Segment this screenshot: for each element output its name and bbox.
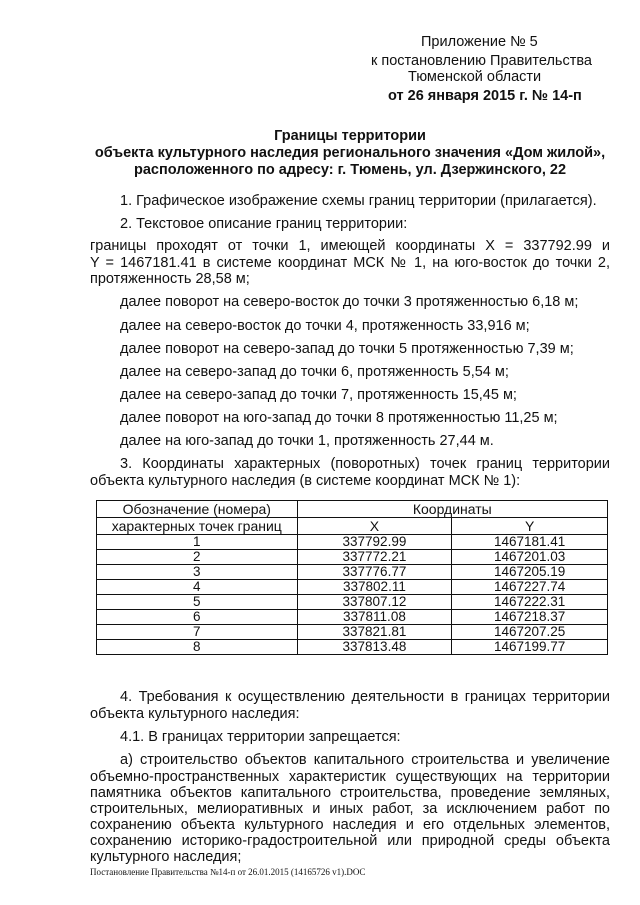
table-row (97, 535, 608, 550)
section-1: 1. Графическое изображение схемы границ территории (прилагается). (120, 193, 597, 209)
annex-number: Приложение № 5 (421, 34, 538, 50)
boundary-step: далее на северо-запад до точки 6, протяженность 5,54 м; (120, 364, 509, 380)
point-x: 337821.81 (297, 625, 452, 640)
table-row (97, 565, 608, 580)
title-line-2: объекта культурного наследия регионального значения «Дом жилой», (94, 145, 606, 161)
item-a-line: сохранению объекта культурного наследия и его отдельных элементов, (90, 817, 610, 833)
annex-date: от 26 января 2015 г. № 14-п (388, 88, 582, 104)
boundary-step: далее поворот на северо-восток до точки 3 протяженностью 6,18 м; (120, 294, 579, 310)
point-number: 4 (97, 580, 298, 595)
section-3-line-1: 3. Координаты характерных (поворотных) точек границ территории (120, 456, 610, 472)
header-x: X (297, 518, 452, 535)
point-number: 1 (97, 535, 298, 550)
section-4-line-1: 4. Требования к осуществлению деятельности в границах территории (120, 689, 610, 705)
title-line-1: Границы территории (274, 128, 426, 144)
point-number: 2 (97, 550, 298, 565)
header-y: Y (452, 518, 608, 535)
item-a-line: памятника объектов капитального строительства, проведение земляных, (90, 785, 610, 801)
title-line-3: расположенного по адресу: г. Тюмень, ул. Дзержинского, 22 (133, 162, 567, 178)
item-a-line: а) строительство объектов капитального строительства и увеличение (120, 752, 610, 768)
item-a-line: культурного наследия; (90, 849, 242, 865)
item-a-line: сохранению историко-градостроительной или природной среды объекта (90, 833, 610, 849)
point-y: 1467181.41 (452, 535, 608, 550)
section-4-line-2: объекта культурного наследия: (90, 706, 300, 722)
point-y: 1467222.31 (452, 595, 608, 610)
point-y: 1467205.19 (452, 565, 608, 580)
table-row (97, 550, 608, 565)
document-footer: Постановление Правительства №14-п от 26.01.2015 (14165726 v1).DOC (90, 867, 366, 877)
point-y: 1467227.74 (452, 580, 608, 595)
boundary-step: далее на северо-запад до точки 7, протяженность 15,45 м; (120, 387, 517, 403)
header-designation: Обозначение (номера) (97, 501, 298, 518)
point-x: 337776.77 (297, 565, 452, 580)
point-y: 1467218.37 (452, 610, 608, 625)
header-coordinates: Координаты (297, 501, 607, 518)
point-number: 7 (97, 625, 298, 640)
point-x: 337811.08 (297, 610, 452, 625)
item-a-line: объемно-пространственных характеристик существующих на территории (90, 769, 610, 785)
boundary-line-3: протяженность 28,58 м; (90, 271, 250, 287)
point-number: 5 (97, 595, 298, 610)
table-row (97, 640, 608, 655)
table-row (97, 610, 608, 625)
section-3-line-2: объекта культурного наследия (в системе координат МСК № 1): (90, 473, 521, 489)
boundary-step: далее на юго-запад до точки 1, протяженность 27,44 м. (120, 433, 494, 449)
boundary-step: далее поворот на северо-запад до точки 5 протяженностью 7,39 м; (120, 341, 574, 357)
boundary-step: далее на северо-восток до точки 4, протяженность 33,916 м; (120, 318, 530, 334)
boundary-step: далее поворот на юго-запад до точки 8 протяженностью 11,25 м; (120, 410, 558, 426)
point-y: 1467201.03 (452, 550, 608, 565)
point-x: 337772.21 (297, 550, 452, 565)
annex-region: Тюменской области (408, 69, 542, 85)
point-number: 8 (97, 640, 298, 655)
table-row (97, 580, 608, 595)
header-designation-2: характерных точек границ (97, 518, 298, 535)
boundary-line-2: Y = 1467181.41 в системе координат МСК № 1, на юго-восток до точки 2, (90, 255, 610, 271)
point-x: 337813.48 (297, 640, 452, 655)
point-number: 3 (97, 565, 298, 580)
point-x: 337792.99 (297, 535, 452, 550)
annex-decree: к постановлению Правительства (371, 53, 592, 69)
boundary-line-1: границы проходят от точки 1, имеющей координаты X = 337792.99 и (90, 238, 610, 254)
point-y: 1467199.77 (452, 640, 608, 655)
item-a-line: строительных, мелиоративных и иных работ, за исключением работ по (90, 801, 610, 817)
section-4-1: 4.1. В границах территории запрещается: (120, 729, 401, 745)
section-2: 2. Текстовое описание границ территории: (120, 216, 408, 232)
table-row (97, 595, 608, 610)
point-y: 1467207.25 (452, 625, 608, 640)
point-x: 337802.11 (297, 580, 452, 595)
coordinates-table (96, 500, 608, 655)
point-x: 337807.12 (297, 595, 452, 610)
point-number: 6 (97, 610, 298, 625)
table-row (97, 625, 608, 640)
